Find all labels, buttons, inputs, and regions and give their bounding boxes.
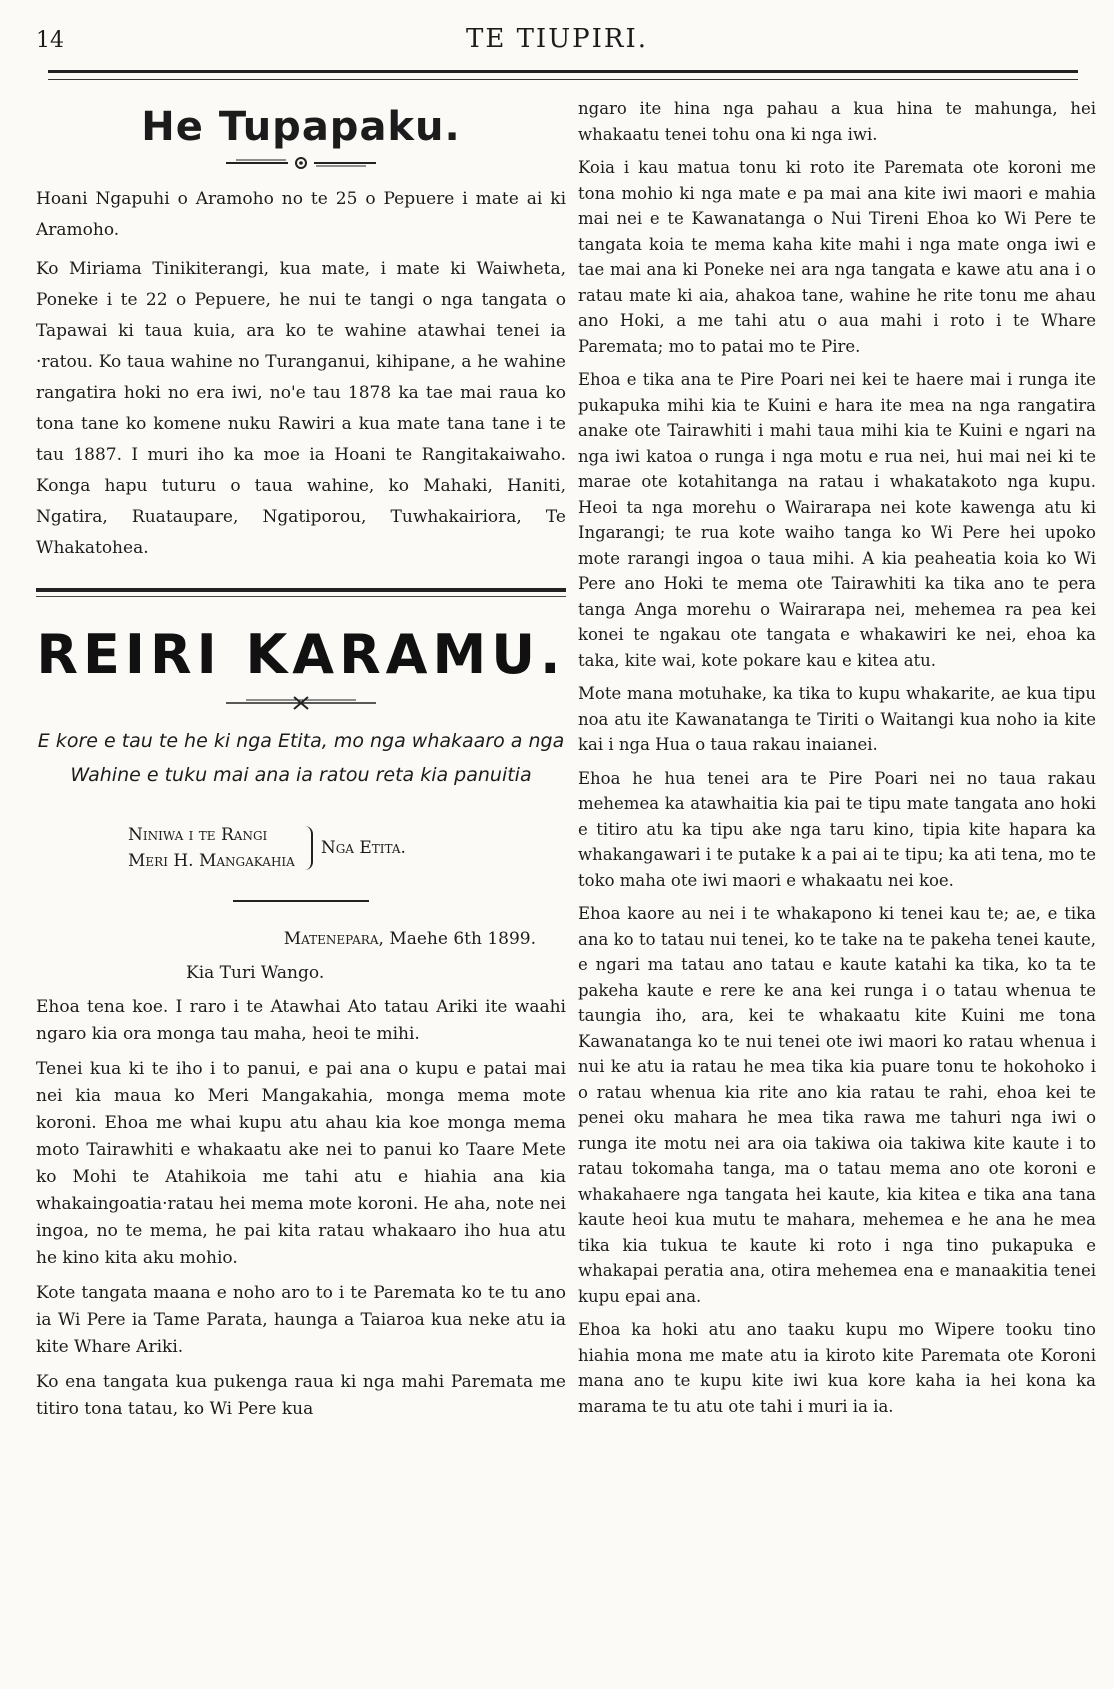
publication-title: TE TIUPIRI. — [466, 24, 648, 54]
letter-paragraph: Ehoa e tika ana te Pire Poari nei kei te haere mai i runga ite pukapuka mihi kia te Kuini e hara ite mea na nga rangatira anake ote Tairawhiti i mahi taua mihi kia te Kuini e ngari na nga iwi katoa o runga i nga motu e rua nei, hui mai nei ki te marae ote kotahitanga na ratau i whakatakoto nga kupu. Heoi ta nga morehu o Wairarapa nei kote kawenga atu ki Ingarangi; te rua kote waiho tanga ko Wi Pere hei upoko mote rarangi ingoa o taua mihi. A kia peaheatia koia ko Wi Pere ano Hoki te mema ote Tairawhiti ka tika ano te pera tanga Anga morehu o Wairarapa nei, mehemea ra pea kei konei te ngakau ote tangata e whakawiri ke nei, ehoa ka taka, kite wai, kote pokare kau e kitea atu. — [578, 370, 1096, 670]
obituary-title: He Tupapaku. — [141, 104, 461, 150]
editors-role: Nga Etita. — [320, 838, 406, 858]
left-column — [36, 96, 566, 1431]
dateline — [36, 924, 536, 954]
editor-name: Meri H. Mangakahia — [128, 851, 295, 871]
editors-brace — [303, 826, 313, 870]
letter-paragraph: Kote tangata maana e noho aro to i te Paremata ko te tu ano ia Wi Pere ia Tame Parata, haunga a Taiaroa kua neke atu ia kite Whare Ariki. — [36, 1283, 566, 1357]
masthead-title: REIRI KARAMU. — [36, 623, 566, 686]
dateline-place: Matenepara, — [283, 929, 384, 949]
dateline-date: Maehe 6th 1899. — [389, 929, 536, 949]
letter-paragraph: Ehoa he hua tenei ara te Pire Poari nei no taua rakau mehemea ka atawhaitia kia pai te tipu mate tangata ano hoki e titiro atu ka tipu ake nga taru kino, tipia kite hapara ka whakangawari i te putake k a pai ai te tipu; ka ati tena, mo te toko maha ote iwi maori e whakaatu nei koe. — [578, 768, 1096, 890]
crossed-rule-icon — [226, 696, 376, 710]
letter-paragraph: Ehoa tena koe. I raro i te Atawhai Ato tatau Ariki ite waahi ngaro kia ora monga tau maha, heoi te mihi. — [36, 997, 566, 1044]
editor-name: Niniwa i te Rangi — [128, 825, 268, 845]
letter-paragraph: ngaro ite hina nga pahau a kua hina te mahunga, hei whakaatu tenei tohu ona ki nga iwi. — [578, 99, 1096, 144]
page-number: 14 — [36, 28, 64, 53]
letter-paragraph: Ehoa kaore au nei i te whakapono ki tenei kau te; ae, e tika ana ko to tatau nui tenei, ko te take na te pakeha tenei kaute, e ngari ma tatau ano tatau e kaute katahi ka tika, ko ta te pakeha kaute e rere ke ana kei runga i o tatau whenua te taungia iho, ara, kei te whakaatu kite Kuini me tona Kawanatanga ko te nui tenei ote iwi maori ko ratau whenua i nui ke atu ia ratau he mea tika kia puare tonu te hokohoko i o ratau whenua kia rite ano kia ratau te rahi, ehoa kei te penei oku mahara he mea tika rawa me tahuri nga iwi o runga ite motu nei ara oia takiwa oia takiwa kite kaute i to ratau tokomaha tanga, ma o tatau mema ano ote koroni e whakahaere nga tangata hei kaute, kia kitea e tika ana tana kaute heoi kua mutu te mahara, mehemea e he ana he mea tika kia tukua te kaute ki roto i nga tino pukapuka e whakapai peratia ana, otira mehemea ena e manaakitia tenei kupu epai ana. — [578, 904, 1096, 1306]
short-divider — [233, 900, 369, 902]
salutation: Kia Turi Wango. — [186, 963, 325, 983]
editors-block — [128, 822, 566, 874]
header-rule — [48, 70, 1078, 80]
obituary-paragraph: Hoani Ngapuhi o Aramoho no te 25 o Pepuere i mate ai ki Aramoho. — [36, 189, 566, 240]
letter-paragraph: Mote mana motuhake, ka tika to kupu whakarite, ae kua tipu noa atu ite Kawanatanga te Tiriti o Waitangi kua noho ia kite kai i nga Hua o taua rakau inaianei. — [578, 684, 1096, 754]
masthead-lead: E kore e tau te he ki nga Etita, mo nga whakaaro a nga Wahine e tuku mai ana ia ratou reta kia panuitia — [37, 730, 565, 786]
letter-paragraph: Koia i kau matua tonu ki roto ite Paremata ote koroni me tona mohio ki nga mate e pa mai ana kite iwi maori e mahia mai nei e te Kawanatanga o Nui Tireni Ehoa ko Wi Pere te tangata koia te mema kaha kite mahi i nga mate onga iwi e tae mai ana ki Poneke nei ara nga tangata e kawe atu ana i o ratau mate ki aia, ahakoa tane, wahine he rite tonu me ahau ano Hoki, a me tahi atu o aua mahi i roto i te Whare Paremata; mo to patai mo te Pire. — [578, 158, 1096, 356]
section-divider-thin — [36, 596, 566, 597]
letter-paragraph: Ko ena tangata kua pukenga raua ki nga mahi Paremata me titiro tona tatau, ko Wi Pere kua — [36, 1372, 566, 1419]
letter-paragraph: Ehoa ka hoki atu ano taaku kupu mo Wipere tooku tino hiahia mona me mate atu ia kiroto kite Paremata ote Koroni mana ano te kupu kite iwi kua kore kaha ia hei kona ka marama te tu atu ote tahi i muri ia ia. — [578, 1320, 1096, 1416]
ornament-divider-icon — [226, 156, 376, 170]
obituary-paragraph: Ko Miriama Tinikiterangi, kua mate, i mate ki Waiwheta, Poneke i te 22 o Pepuere, he nui te tangi o nga tangata o Tapawai ki taua kuia, ara ko te wahine atawhai tenei ia ·ratou. Ko taua wahine no Turanganui, kihipane, a he wahine rangatira hoki no era iwi, no'e tau 1878 ka tae mai raua ko tona tane ko komene nuku Rawiri a kua mate tana tane i te tau 1887. I muri iho ka moe ia Hoani te Rangitakaiwaho. Konga hapu tuturu o taua wahine, ko Mahaki, Haniti, Ngatira, Ruataupare, Ngatiporou, Tuwhakairiora, Te Whakatohea. — [36, 259, 566, 558]
section-divider — [36, 588, 566, 592]
letter-paragraph: Tenei kua ki te iho i to panui, e pai ana o kupu e patai mai nei kia maua ko Meri Mangakahia, monga mema mote koroni. Ehoa me whai kupu atu ahau kia koe monga mema moto Tairawhiti e whakaatu ake nei to panui ko Taare Mete ko Mohi te Atahikoia me tahi atu e hiahia ana kia whakaingoatia·ratau hei mema mote koroni. He aha, note nei ingoa, no te mema, he pai kita ratau whakaaro iho hua atu he kino kita aku mohio. — [36, 1059, 566, 1268]
right-column — [578, 96, 1096, 1427]
